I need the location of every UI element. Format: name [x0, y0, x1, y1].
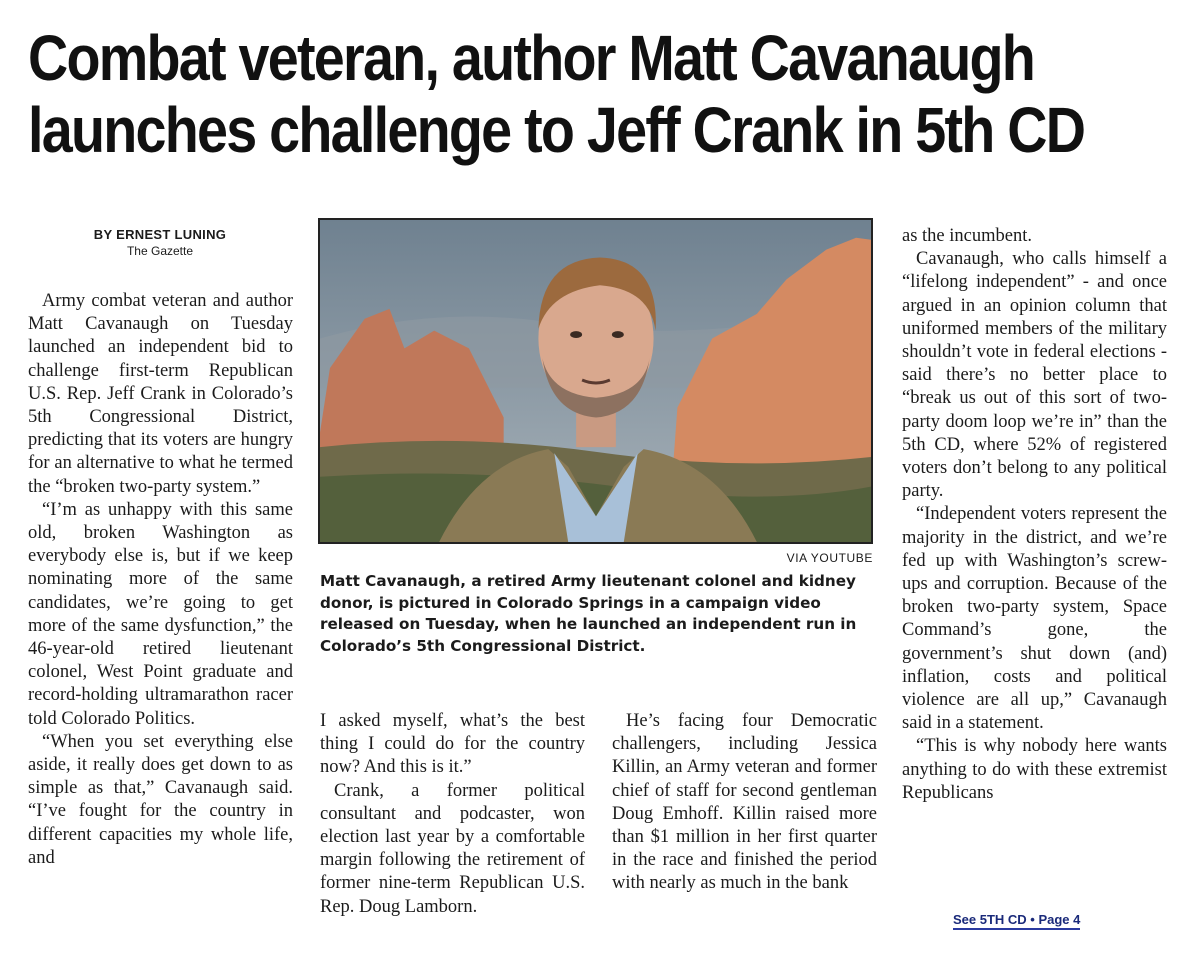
paragraph: Crank, a former political consultant and podcaster, won election last year by a comfortable margin following the retirement of former nine-term Republican U.S. Rep. Doug Lamborn. [320, 780, 585, 917]
byline-author: BY ERNEST LUNING [93, 227, 227, 242]
paragraph: “When you set everything else aside, it really does get down to as simple as that,” Cavanaugh said. “I’ve fought for the country in different capacities my whole life, and [28, 731, 293, 868]
paragraph: Cavanaugh, who calls himself a “lifelong independent” - and once argued in an opinion column that uniformed members of the military shouldn’t vote in federal elections - said there’s no better place to “break us out of this sort of two-party doom loop we’re in” than the 5th CD, where 52% of registered voters don’t belong to any political party. [902, 249, 1167, 502]
article-column-1 [28, 290, 293, 870]
photo-illustration [320, 220, 871, 542]
paragraph: “This is why nobody here wants anything to do with these extremist Republicans [902, 736, 1167, 803]
paragraph: “I’m as unhappy with this same old, broken Washington as everybody else is, but if we keep nominating more of the same candidates, we’re going to get more of the same dysfunction,” the 46-year-old retired lieutenant colonel, West Point graduate and record-holding ultramarathon racer told Colorado Politics. [28, 499, 293, 729]
article-photo [318, 218, 873, 544]
article-column-3 [612, 710, 877, 896]
article-column-4 [902, 225, 1167, 805]
article-column-2 [320, 710, 585, 919]
headline-line-2: launches challenge to Jeff Crank in 5th CD [28, 94, 1085, 166]
byline-outlet: The Gazette [126, 244, 194, 258]
photo-caption: Matt Cavanaugh, a retired Army lieutenant colonel and kidney donor, is pictured in Colorado Springs in a campaign video released on Tuesday, when he launched an independent run in Colorado’s 5th Congressional District. [320, 572, 857, 655]
continued-on-link[interactable]: See 5TH CD • Page 4 [953, 912, 1080, 930]
paragraph: “Independent voters represent the majority in the district, and we’re fed up with Washington’s screw-ups and corruption. Because of the broken two-party system, Space Command’s gone, the government’s shut down (and) inflation, costs and political violence are all up,” Cavanaugh said in a statement. [902, 504, 1167, 734]
photo-credit: VIA YOUTUBE [786, 551, 873, 565]
paragraph: Army combat veteran and author Matt Cavanaugh on Tuesday launched an independent bid to challenge first-term Republican U.S. Rep. Jeff Crank in Colorado’s 5th Congressional District, predicting that its voters are hungry for an alternative to what he termed the “broken two-party system.” [28, 291, 293, 497]
paragraph: He’s facing four Democratic challengers, including Jessica Killin, an Army veteran and former chief of staff for second gentleman Doug Emhoff. Killin raised more than $1 million in her first quarter in the race and finished the period with nearly as much in the bank [612, 711, 877, 894]
byline [60, 227, 260, 258]
headline [28, 22, 1085, 166]
headline-line-1: Combat veteran, author Matt Cavanaugh [28, 22, 1035, 94]
paragraph: as the incumbent. [902, 226, 1032, 246]
paragraph: I asked myself, what’s the best thing I could do for the country now? And this is it.” [320, 711, 585, 778]
